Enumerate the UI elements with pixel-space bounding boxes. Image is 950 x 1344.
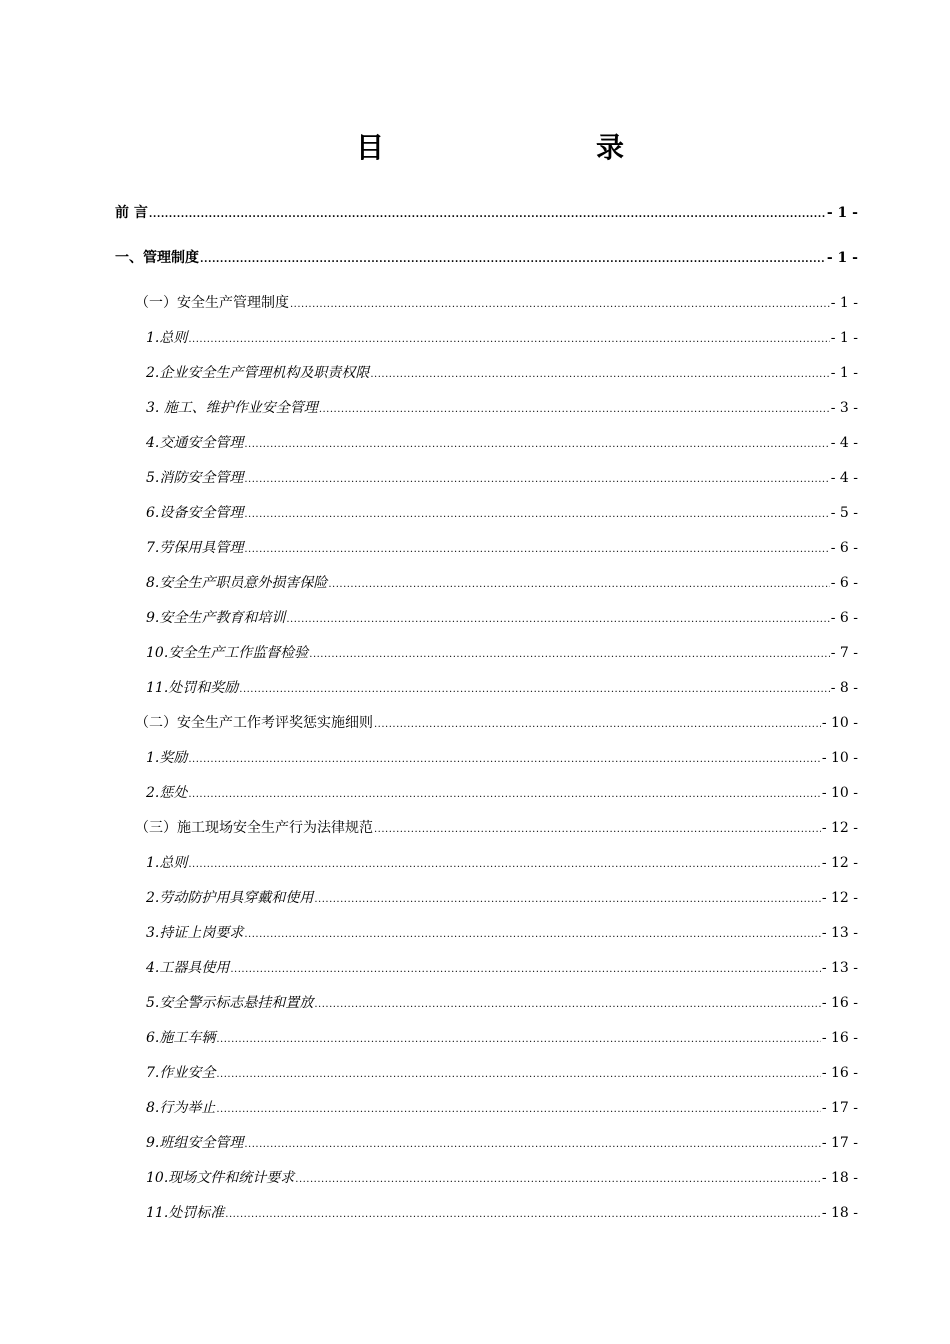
toc-entry[interactable]: [115, 811, 858, 846]
toc-entry-page-number: - 16 -: [821, 995, 858, 1011]
toc-entry[interactable]: [115, 196, 858, 231]
toc-entry-page-number: - 7 -: [830, 645, 858, 661]
dot-leader: [244, 497, 829, 532]
toc-entry-page-number: - 10 -: [821, 785, 858, 801]
toc-entry[interactable]: [115, 951, 858, 986]
toc-entry-page-number: - 18 -: [821, 1205, 858, 1221]
toc-entry[interactable]: [115, 286, 858, 321]
toc-entry-title: 10.现场文件和统计要求: [146, 1170, 295, 1186]
toc-entry-title: （一）安全生产管理制度: [135, 295, 289, 311]
toc-entry[interactable]: [115, 531, 858, 566]
dot-leader: [374, 812, 821, 847]
toc-entry-page-number: - 4 -: [830, 470, 858, 486]
toc-entry-page-number: - 1 -: [830, 330, 858, 346]
toc-entry-title: （三）施工现场安全生产行为法律规范: [135, 820, 373, 836]
toc-entry-page-number: - 10 -: [821, 750, 858, 766]
toc-entry-title: 2.企业安全生产管理机构及职责权限: [146, 365, 370, 381]
toc-entry[interactable]: [115, 1126, 858, 1161]
toc-entry[interactable]: [115, 741, 858, 776]
toc-entry-page-number: - 8 -: [830, 680, 858, 696]
toc-entry-title: 6.施工车辆: [146, 1030, 216, 1046]
toc-entry-title: 2.惩处: [146, 785, 188, 801]
toc-entry-title: （二）安全生产工作考评奖惩实施细则: [135, 715, 373, 731]
toc-entry-title: 5.安全警示标志悬挂和置放: [146, 995, 314, 1011]
dot-leader: [244, 917, 820, 952]
toc-entry-title: 9.班组安全管理: [146, 1135, 244, 1151]
toc-entry-page-number: - 6 -: [830, 540, 858, 556]
toc-entry-page-number: - 4 -: [830, 435, 858, 451]
toc-entry-page-number: - 18 -: [821, 1170, 858, 1186]
toc-entry[interactable]: [115, 496, 858, 531]
toc-entry-page-number: - 13 -: [821, 960, 858, 976]
toc-entry-page-number: - 17 -: [821, 1100, 858, 1116]
dot-leader: [314, 987, 820, 1022]
dot-leader: [244, 427, 829, 462]
toc-entry-page-number: - 5 -: [830, 505, 858, 521]
toc-entry[interactable]: [115, 461, 858, 496]
dot-leader: [319, 392, 830, 427]
toc-entry-page-number: - 10 -: [821, 715, 858, 731]
toc-entry[interactable]: [115, 1196, 858, 1231]
toc-entry[interactable]: [115, 671, 858, 706]
dot-leader: [188, 847, 820, 882]
toc-entry-page-number: - 6 -: [830, 610, 858, 626]
toc-entry[interactable]: [115, 426, 858, 461]
toc-entry-page-number: - 16 -: [821, 1065, 858, 1081]
toc-entry-title: 前 言: [115, 205, 148, 221]
toc-entry-title: 3. 施工、维护作业安全管理: [146, 400, 318, 416]
toc-entry-page-number: - 1 -: [826, 250, 858, 266]
toc-entry-page-number: - 1 -: [830, 365, 858, 381]
toc-entry-page-number: - 3 -: [830, 400, 858, 416]
toc-entry-title: 2.劳动防护用具穿戴和使用: [146, 890, 314, 906]
dot-leader: [188, 322, 829, 357]
toc-entry-page-number: - 1 -: [826, 205, 858, 221]
toc-entry-page-number: - 6 -: [830, 575, 858, 591]
toc-entry-page-number: - 1 -: [830, 295, 858, 311]
toc-entry[interactable]: [115, 846, 858, 881]
dot-leader: [244, 462, 829, 497]
toc-entry[interactable]: [115, 356, 858, 391]
toc-entry-page-number: - 17 -: [821, 1135, 858, 1151]
toc-entry-title: 1.总则: [146, 855, 188, 871]
page-title: 目 录: [355, 131, 676, 164]
toc-entry-title: 1.奖励: [146, 750, 188, 766]
toc-entry-title: 8.安全生产职员意外损害保险: [146, 575, 328, 591]
toc-entry-title: 1.总则: [146, 330, 188, 346]
dot-leader: [188, 742, 820, 777]
toc-entry[interactable]: [115, 636, 858, 671]
dot-leader: [188, 777, 820, 812]
toc-entry[interactable]: [115, 986, 858, 1021]
toc-entry-page-number: - 16 -: [821, 1030, 858, 1046]
toc-entry[interactable]: [115, 1056, 858, 1091]
toc-entry-title: 11.处罚标准: [146, 1205, 225, 1221]
toc-entry-page-number: - 12 -: [821, 855, 858, 871]
dot-leader: [309, 637, 829, 672]
dot-leader: [370, 357, 829, 392]
toc-entry-title: 4.交通安全管理: [146, 435, 244, 451]
dot-leader: [374, 707, 821, 742]
dot-leader: [314, 882, 820, 917]
toc-entry-page-number: - 13 -: [821, 925, 858, 941]
table-of-contents: [115, 196, 858, 1231]
toc-entry-title: 3.持证上岗要求: [146, 925, 244, 941]
dot-leader: [225, 1197, 821, 1232]
toc-entry[interactable]: [115, 1021, 858, 1056]
toc-entry[interactable]: [115, 1161, 858, 1196]
toc-entry-title: 8.行为举止: [146, 1100, 216, 1116]
dot-leader: [230, 952, 820, 987]
dot-leader: [286, 602, 829, 637]
dot-leader: [216, 1022, 820, 1057]
dot-leader: [328, 567, 829, 602]
toc-entry-title: 9.安全生产教育和培训: [146, 610, 286, 626]
toc-entry[interactable]: [115, 391, 858, 426]
toc-entry-title: 7.作业安全: [146, 1065, 216, 1081]
toc-entry[interactable]: [115, 601, 858, 636]
dot-leader: [216, 1057, 820, 1092]
dot-leader: [244, 532, 829, 567]
toc-entry[interactable]: [115, 241, 858, 276]
dot-leader: [290, 287, 830, 322]
toc-entry-title: 11.处罚和奖励: [146, 680, 239, 696]
toc-entry-page-number: - 12 -: [821, 820, 858, 836]
dot-leader: [244, 1127, 820, 1162]
toc-entry[interactable]: [115, 776, 858, 811]
toc-entry[interactable]: [115, 916, 858, 951]
toc-entry[interactable]: [115, 706, 858, 741]
dot-leader: [200, 242, 826, 277]
dot-leader: [295, 1162, 821, 1197]
toc-entry-title: 一、管理制度: [115, 250, 199, 266]
toc-entry-title: 7.劳保用具管理: [146, 540, 244, 556]
toc-entry-page-number: - 12 -: [821, 890, 858, 906]
toc-entry-title: 10.安全生产工作监督检验: [146, 645, 309, 661]
toc-entry[interactable]: [115, 321, 858, 356]
dot-leader: [239, 672, 829, 707]
toc-entry[interactable]: [115, 1091, 858, 1126]
dot-leader: [149, 197, 826, 232]
toc-entry-title: 6.设备安全管理: [146, 505, 244, 521]
dot-leader: [216, 1092, 820, 1127]
toc-entry-title: 4.工器具使用: [146, 960, 230, 976]
toc-entry[interactable]: [115, 566, 858, 601]
toc-entry-title: 5.消防安全管理: [146, 470, 244, 486]
toc-entry[interactable]: [115, 881, 858, 916]
